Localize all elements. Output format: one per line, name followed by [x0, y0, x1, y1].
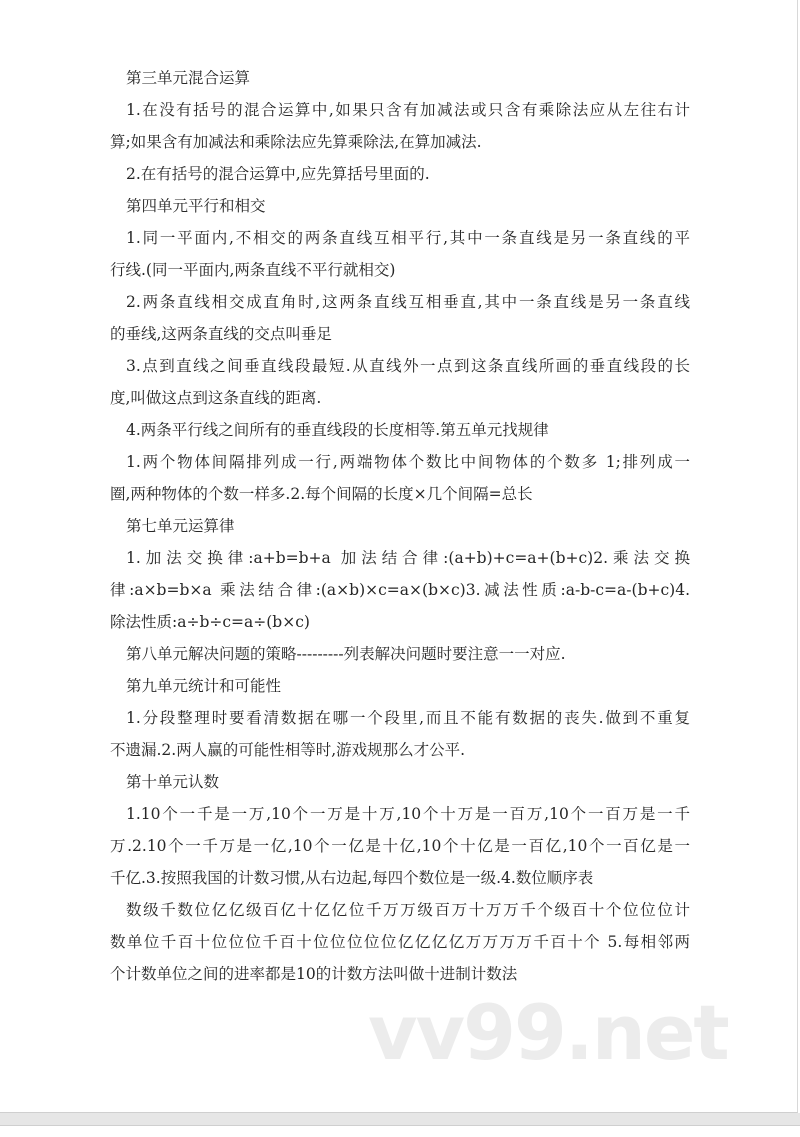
paragraph-line: 的垂线,这两条直线的交点叫垂足 [110, 325, 332, 343]
paragraph-line: 第三单元混合运算 [126, 69, 251, 87]
paragraph-line: 数级千数位亿亿级百亿十亿亿位千万万级百万十万万千个级百十个位位位计 [126, 901, 690, 919]
paragraph [110, 158, 690, 190]
paragraph [110, 446, 690, 510]
paragraph-line: 1.加法交换律:a+b=b+a 加法结合律:(a+b)+c=a+(b+c)2.乘法交换 [126, 549, 690, 567]
paragraph [110, 798, 690, 894]
paragraph-line: 1.10个一千是一万,10个一万是十万,10个十万是一百万,10个一百万是一千 [126, 805, 690, 823]
paragraph [110, 350, 690, 414]
paragraph-line: 除法性质:a÷b÷c=a÷(b×c) [110, 613, 310, 631]
paragraph-line: 行线.(同一平面内,两条直线不平行就相交) [110, 261, 396, 279]
paragraph [110, 638, 690, 670]
paragraph [110, 94, 690, 158]
paragraph-line: 第七单元运算律 [126, 517, 235, 535]
paragraph-line: 个计数单位之间的进率都是10的计数方法叫做十进制计数法 [110, 965, 518, 983]
paragraph-line: 万.2.10个一千万是一亿,10个一亿是十亿,10个十亿是一百亿,10个一百亿是一 [110, 837, 690, 855]
paragraph-line: 度,叫做这点到这条直线的距离. [110, 389, 322, 407]
paragraph [110, 510, 690, 542]
paragraph-line: 2.两条直线相交成直角时,这两条直线互相垂直,其中一条直线是另一条直线 [126, 293, 690, 311]
paragraph [110, 286, 690, 350]
paragraph-line: 第四单元平行和相交 [126, 197, 266, 215]
paragraph-line: 3.点到直线之间垂直线段最短.从直线外一点到这条直线所画的垂直线段的长 [126, 357, 690, 375]
paragraph-line: 圈,两种物体的个数一样多.2.每个间隔的长度×几个间隔=总长 [110, 485, 533, 503]
paragraph-line: 不遗漏.2.两人赢的可能性相等时,游戏规那么才公平. [110, 741, 466, 759]
paragraph-line: 1.同一平面内,不相交的两条直线互相平行,其中一条直线是另一条直线的平 [126, 229, 690, 247]
paragraph [110, 702, 690, 766]
paragraph-line: 2.在有括号的混合运算中,应先算括号里面的. [126, 165, 430, 183]
paragraph-line: 数单位千百十位位位千百十位位位位位亿亿亿亿万万万万千百十个 5.每相邻两 [110, 933, 690, 951]
paragraph-line: 第八单元解决问题的策略---------列表解决问题时要注意一一对应. [126, 645, 566, 663]
paragraph [110, 670, 690, 702]
paragraph-line: 1.分段整理时要看清数据在哪一个段里,而且不能有数据的丧失.做到不重复 [126, 709, 690, 727]
document-body [110, 62, 690, 990]
paragraph-line: 1.两个物体间隔排列成一行,两端物体个数比中间物体的个数多 1;排列成一 [126, 453, 690, 471]
paragraph [110, 542, 690, 638]
paragraph [110, 190, 690, 222]
paragraph-line: 第九单元统计和可能性 [126, 677, 282, 695]
paragraph-line: 律:a×b=b×a 乘法结合律:(a×b)×c=a×(b×c)3.减法性质:a-b-c=a-(b+c)4. [110, 581, 690, 599]
paragraph [110, 766, 690, 798]
paragraph-line: 1.在没有括号的混合运算中,如果只含有加减法或只含有乘除法应从左往右计 [126, 101, 690, 119]
paragraph-line: 第十单元认数 [126, 773, 220, 791]
paragraph [110, 222, 690, 286]
page-separator [0, 1113, 800, 1126]
paragraph-line: 千亿.3.按照我国的计数习惯,从右边起,每四个数位是一级.4.数位顺序表 [110, 869, 594, 887]
paragraph [110, 414, 690, 446]
paragraph [110, 894, 690, 990]
paragraph-line: 算;如果含有加减法和乘除法应先算乘除法,在算加减法. [110, 133, 482, 151]
watermark: vv99.net [368, 988, 728, 1077]
paragraph [110, 62, 690, 94]
paragraph-line: 4.两条平行线之间所有的垂直线段的长度相等.第五单元找规律 [126, 421, 549, 439]
